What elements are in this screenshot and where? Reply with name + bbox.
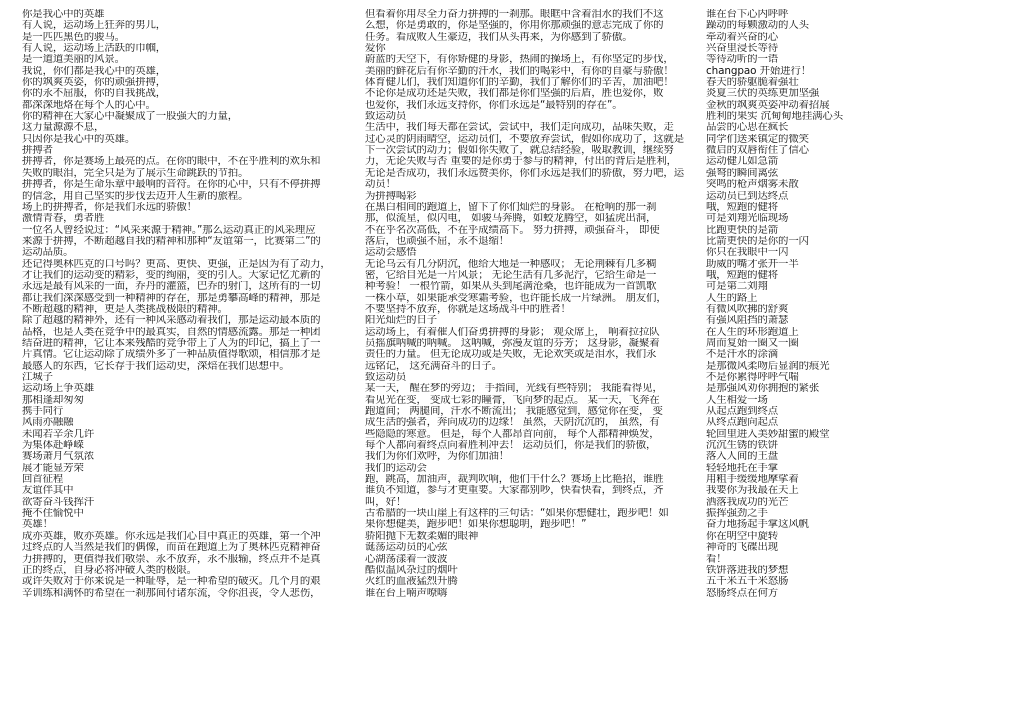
text-line: 轻轻地托在手掌 xyxy=(706,462,779,474)
text-line: 等待动听的一语 xyxy=(706,54,779,66)
text-column-2 xyxy=(365,9,685,599)
text-line: 骄阳抛下无数柔媚的眼神 xyxy=(365,530,479,542)
text-line: 每个人都向着终点向着胜利冲去！ 运动员们，你是我们的骄傲， xyxy=(365,440,657,452)
text-line: 运动会感悟 xyxy=(365,247,417,259)
text-line: 片真情。它让运动除了成绩外多了一种品质值得歌颂，相信那才是 xyxy=(22,349,321,361)
text-line: 周而复始一圈又一圈 xyxy=(706,337,799,349)
text-line: 落入人间的王盘 xyxy=(706,451,779,463)
text-line: 不是汗水的涂滴 xyxy=(706,349,779,361)
text-line: 动员！ xyxy=(365,179,396,191)
text-line: 炎夏三伏的英练更加坚强 xyxy=(706,88,820,100)
text-line: 不论你是成功还是失败，我们都是你们坚强的后盾，胜也爱你，败 xyxy=(365,88,664,100)
text-line: 还记得奥林匹克的口号吗？更高、更快、更强，正是因为有了动力， xyxy=(22,258,331,270)
text-line: 为集体赴峥嵘 xyxy=(22,440,84,452)
text-line: 谁负不知道，参与才更重要。大家都别吵，快看快看，到终点，齐 xyxy=(365,485,664,497)
text-line: 责任的力量。 但无论成功或是失败，无论欢笑或是泪水，我们永 xyxy=(365,349,657,361)
text-line: 人生的路上 xyxy=(706,292,758,304)
text-line: 任务。看成败人生豪迈，我们从头再来，为你感到了骄傲。 xyxy=(365,31,633,43)
text-line: 未闻若辛余几许 xyxy=(22,428,95,440)
text-line: 密，它给目光是一片风景； 无论生活有几多泥泞，它给生命是一 xyxy=(365,269,657,281)
text-line: 振挥强劲之手 xyxy=(706,508,768,520)
text-line: 力拼搏的，更值得我们敬崇、永不放弃，永不服输，终点并不是真 xyxy=(22,553,321,565)
text-line: 江城子 xyxy=(22,372,53,383)
text-line: 金秋的飒爽英姿冲动着招展 xyxy=(706,99,830,111)
text-line: 有微风吹拂的舒爽 xyxy=(706,303,789,315)
text-line: 不要坚持不放弃，你就是这场战斗中的胜者！ xyxy=(365,303,571,315)
text-line: 你的永不屈服，你的自我挑战， xyxy=(22,88,167,100)
text-line: 正的终点，自身必将冲破人类的极限。 xyxy=(22,564,197,576)
text-line: 春天的骄躯脆着强壮 xyxy=(706,77,799,89)
text-line: 突鸣的枪声烟雾未散 xyxy=(706,179,799,191)
text-line: 这力量源源不息， xyxy=(22,122,105,134)
text-line: 来源于拼搏，不断超越自我的精神和那种“友谊第一，比赛第二”的 xyxy=(22,235,321,247)
text-line: 无论是否成功，我们永远赞美你，你们永远是我们的骄傲，努力吧，运 xyxy=(365,167,685,179)
text-line: 微启的双唇衔住了信心 xyxy=(706,145,809,157)
text-line: 胜利的果实 沉甸甸地挂满心头 xyxy=(706,111,843,123)
text-line: 洒落我成功的光芒 xyxy=(706,496,789,508)
text-line: 在人生的环形跑道上 xyxy=(706,326,799,338)
text-line: 或许失败对于你来说是一种耻辱，是一种希望的破灭。几个月的艰 xyxy=(22,576,321,588)
text-line: 过终点的人当然是我们的偶像，而苗在跑道上为了奥林匹克精神奋 xyxy=(22,542,321,554)
text-line: 运动场上，有着催人们奋勇拼搏的身影； 观众席上， 响着拉拉队 xyxy=(365,326,660,338)
text-line: 我们为你们欢呼，为你们加油！ xyxy=(365,451,510,463)
text-line: 成亦英雄，败亦英雄。你永远是我们心目中真正的英雄，第一个冲 xyxy=(22,530,321,542)
text-line: 可是第二刘翔 xyxy=(706,281,768,293)
text-line: 只因你是我心中的英雄。 xyxy=(22,133,136,145)
text-line: 果你想健美，跑步吧！如果你想聪明，跑步吧！” xyxy=(365,519,587,531)
text-line: 是那微风柔吻后显润的痕光 xyxy=(706,360,830,372)
text-line: 牵动着兴奋的心 xyxy=(706,31,779,43)
text-line: 成生活的强者，奔向成功的边缘！ 虽然，天阴沉沉的， 虽然，有 xyxy=(365,417,660,429)
text-line: 品尝的心思在疯长 xyxy=(706,122,789,134)
text-line: 赛场萧月气氛浓 xyxy=(22,451,95,463)
text-line: 才让我们的运动变的精彩，变的绚丽，变的引人。大家记忆尤新的 xyxy=(22,269,321,281)
text-line: 叫，好！ xyxy=(365,496,407,508)
text-line: 有强风阻挡的萧瑟 xyxy=(706,315,789,327)
text-line: 五千米五千米怒肠 xyxy=(706,576,789,588)
text-line: 古希腊的一块山崖上有这样的三句话：“如果你想健壮，跑步吧！如 xyxy=(365,508,669,520)
text-line: 不在乎名次高低，不在乎成绩高下。 努力拼搏，顽强奋斗， 即使 xyxy=(365,224,660,236)
text-line: 我说，你们都是我心中的英雄， xyxy=(22,65,167,77)
text-line: 诞荡运动员的心弦 xyxy=(365,542,448,554)
text-line: 下一次尝试的动力；假如你失败了，就总结经验，吸取教训，继续努 xyxy=(365,145,674,157)
text-line: 神奇的飞碟出现 xyxy=(706,542,779,554)
text-line: 运动场上争英雄 xyxy=(22,383,95,395)
text-line: 无论乌云有几分阴沉，他给大地是一种感叹； 无论荆棘有几多稠 xyxy=(365,258,657,270)
text-line: 怒肠终点在何方 xyxy=(706,587,779,599)
text-line: 致运动员 xyxy=(365,111,407,123)
text-column-1 xyxy=(22,9,344,599)
text-line: 从起点跑到终点 xyxy=(706,406,779,418)
text-line: 回首征程 xyxy=(22,474,64,486)
text-line: 心湖荡漾着一波波 xyxy=(365,553,448,565)
text-line: 哦，短跑的健将 xyxy=(706,269,779,281)
text-line: 不断超越的精神，更是人类挑战极限的精神。 xyxy=(22,303,228,315)
text-line: 阳光灿烂的日子 xyxy=(365,315,438,327)
text-line: 在黑白相间的跑道上，留下了你们灿烂的身影。 在枪响的那一刹 xyxy=(365,201,657,213)
text-line: 失败的眼泪，完全只是为了展示生命跳跃的节拍。 xyxy=(22,167,249,179)
text-column-3 xyxy=(706,9,1006,599)
text-line: 体育健儿们，我们知道你们的辛勤，我们了解你们的辛苦，加油吧！ xyxy=(365,77,674,89)
text-line: 运动员已到达终点 xyxy=(706,190,789,202)
text-line: 有人说，运动场上狂奔的男儿， xyxy=(22,20,167,32)
text-line: 不是你累得呼呼气喘 xyxy=(706,372,799,383)
text-line: 谁在台上喃声嘹嗨 xyxy=(365,587,448,599)
text-line: 的信念，用自己坚实的步伐去迈开人生新的旅程。 xyxy=(22,190,249,202)
text-line: 除了超越的精神外，还有一种风采感动着我们，那是运动最本质的 xyxy=(22,315,321,327)
text-line: 生活中，我们每天都在尝试，尝试中，我们走向成功，品味失败，走 xyxy=(365,122,674,134)
text-line: 落后，也顽强不屈，永不退缩！ xyxy=(365,235,510,247)
text-line: 拼搏者 xyxy=(22,145,53,157)
text-line: 人生相爱一场 xyxy=(706,394,768,406)
text-line: 一株小草，如果能承受寒霜考验，也许能长成一片绿洲。 朋友们， xyxy=(365,292,667,304)
text-line: 同学们送来镇定的微笑 xyxy=(706,133,809,145)
text-line: 是一匹匹黑色的骏马。 xyxy=(22,31,125,43)
text-line: 一位名人曾经说过：“风采来源于精神。”那么运动真正的风采理应 xyxy=(22,224,316,236)
text-line: 我要你为我最在天上 xyxy=(706,485,799,497)
text-line: 比箭更快的是你的一闪 xyxy=(706,235,809,247)
text-line: changpao 开始进行！ xyxy=(706,65,812,77)
text-line: 你只在我眼中一闪 xyxy=(706,247,789,259)
text-line: 可是刘翔光临现场 xyxy=(706,213,789,225)
text-line: 谁在台下心内呼呼 xyxy=(706,9,789,20)
text-line: 种考验！ 一根竹箭，如果从头到尾满沧桑，也许能成为一首凯歌 xyxy=(365,281,657,293)
text-line: 跑，跳高，加油声，裁判吹响，他们干什么？赛场上比艳招，谁胜 xyxy=(365,474,664,486)
text-line: 美丽的鲜花后有你辛勤的汗水，我们的喝彩中，有你的自豪与骄傲！ xyxy=(365,65,674,77)
text-line: 奋力地扬起手掌这风帆 xyxy=(706,519,809,531)
text-line: 某一天， 醒在梦的旁边； 手指间，光线有些特别； 我能看得见， xyxy=(365,383,663,395)
text-line: 强弩的瞬间离弦 xyxy=(706,167,779,179)
text-line: 比跑更快的是箭 xyxy=(706,224,779,236)
text-line: 我们的运动会 xyxy=(365,462,427,474)
text-line: 也爱你，我们永远支持你，你们永远是“最特别的存在”。 xyxy=(365,99,623,111)
text-line: 你的飒爽英姿，你的顽强拼搏， xyxy=(22,77,167,89)
text-line: 你的精神在大家心中凝聚成了一股强大的力量， xyxy=(22,111,239,123)
text-line: 运动品质。 xyxy=(22,247,74,259)
text-line: 结奋进的精神，它让本来残酷的竞争带上了人为的印记，搞上了一 xyxy=(22,337,321,349)
text-line: 都深深地烙在每个人的心中。 xyxy=(22,99,156,111)
text-line: 辛训练和满怀的希望在一刹那间付诸东流，令你沮丧，令人悲伤， xyxy=(22,587,321,599)
text-line: 沉沉生锈的铁饼 xyxy=(706,440,779,452)
text-line: 是一道道美丽的风景。 xyxy=(22,54,125,66)
text-line: 轮回里进入美妙甜蜜的殿堂 xyxy=(706,428,830,440)
text-line: 过心灵的阴雨晴空，运动员们，不要放弃尝试，假如你成功了，这就是 xyxy=(365,133,685,145)
text-line: 拼搏者，你是赛场上最亮的点。在你的眼中，不在乎胜利的欢乐和 xyxy=(22,156,321,168)
text-line: 爱你 xyxy=(365,43,386,55)
text-line: 但看着你用尽全力奋力拼搏的一刹那。眼眶中含着泪水的我们不这 xyxy=(365,9,664,20)
text-line: 那，似流星，似闪电， 如骏马奔腾，如蛟龙腾空，如猛虎出洞， xyxy=(365,213,657,225)
text-line: 为拼搏喝彩 xyxy=(365,190,417,202)
text-line: 躁动的每颗激动的人头 xyxy=(706,20,809,32)
text-line: 力，无论失败与否 重要的是你勇于参与的精神，付出的背后是胜利， xyxy=(365,156,677,168)
text-line: 兴奋里浸长等待 xyxy=(706,43,779,55)
text-line: 你在明空中旋转 xyxy=(706,530,779,542)
text-line: 风雨亦融融 xyxy=(22,417,74,429)
text-line: 用粗手缓缓地摩挲着 xyxy=(706,474,799,486)
text-line: 你是我心中的英雄 xyxy=(22,9,105,20)
text-line: 欲寄奋斗钱挥汗 xyxy=(22,496,95,508)
text-line: 英雄！ xyxy=(22,519,53,531)
text-line: 携手同行 xyxy=(22,406,64,418)
text-line: 远铭记， 这充满奋斗的日子。 xyxy=(365,360,502,372)
text-line: 看！ xyxy=(706,553,727,565)
text-line: 铁饼落进我的梦想 xyxy=(706,564,789,576)
text-line: 火红的血液猛烈升腾 xyxy=(365,576,458,588)
text-line: 最感人的东西，它长存于我们运动史，深焙在我们思想中。 xyxy=(22,360,290,372)
text-line: 运动健儿如急箭 xyxy=(706,156,779,168)
text-line: 跑道间； 两腿间，汗水不断流出； 我能感觉到，感觉你在变， 变 xyxy=(365,406,663,418)
text-line: 助威的嘴才张开一半 xyxy=(706,258,799,270)
text-line: 拼搏者，你是生命乐章中最响的音符。在你的心中，只有不停拼搏 xyxy=(22,179,321,191)
text-line: 哦，短跑的健将 xyxy=(706,201,779,213)
text-line: 看见光在变， 变成七彩的瞳膏，飞向梦的起点。 某一天，飞奔在 xyxy=(365,394,660,406)
text-line: 蔚蓝的天空下，有你矫健的身影，热闹的操场上，有你坚定的步伐， xyxy=(365,54,674,66)
text-line: 致运动员 xyxy=(365,372,407,383)
text-line: 些隐隐的寒意。 但是，每个人都昂首向前， 每个人都精神焕发， xyxy=(365,428,660,440)
text-line: 都让我们深深感受到一种精神的存在，那是勇攀高峰的精神，那是 xyxy=(22,292,321,304)
text-line: 有人说，运动场上活跃的巾帼， xyxy=(22,43,167,55)
text-line: 那相逢却匆匆 xyxy=(22,394,84,406)
text-line: 员摇旗呐喊的呐喊。 这呐喊，弥漫友谊的芬芳； 这身影，凝聚着 xyxy=(365,337,660,349)
text-line: 酷似温风杂过的烟叶 xyxy=(365,564,458,576)
text-line: 从终点跑向起点 xyxy=(706,417,779,429)
text-line: 友谊伴其中 xyxy=(22,485,74,497)
text-line: 是那强风劝你拥抱的紧张 xyxy=(706,383,820,395)
text-line: 场上的拼搏者，你是我们永远的骄傲！ xyxy=(22,201,197,213)
text-line: 展才能显芳荣 xyxy=(22,462,84,474)
text-line: 激情青春，勇者胜 xyxy=(22,213,105,225)
text-line: 么想，你是勇敢的，你是坚强的，你用你那顽强的意志完成了你的 xyxy=(365,20,664,32)
text-line: 掩不住愉悦中 xyxy=(22,508,84,520)
text-line: 品格，也是人类在竞争中的最真实，自然的情感流露。那是一种团 xyxy=(22,326,321,338)
text-line: 永远是最有风采的一面，乔丹的灌篮，巴乔的射门，这所有的一切 xyxy=(22,281,321,293)
